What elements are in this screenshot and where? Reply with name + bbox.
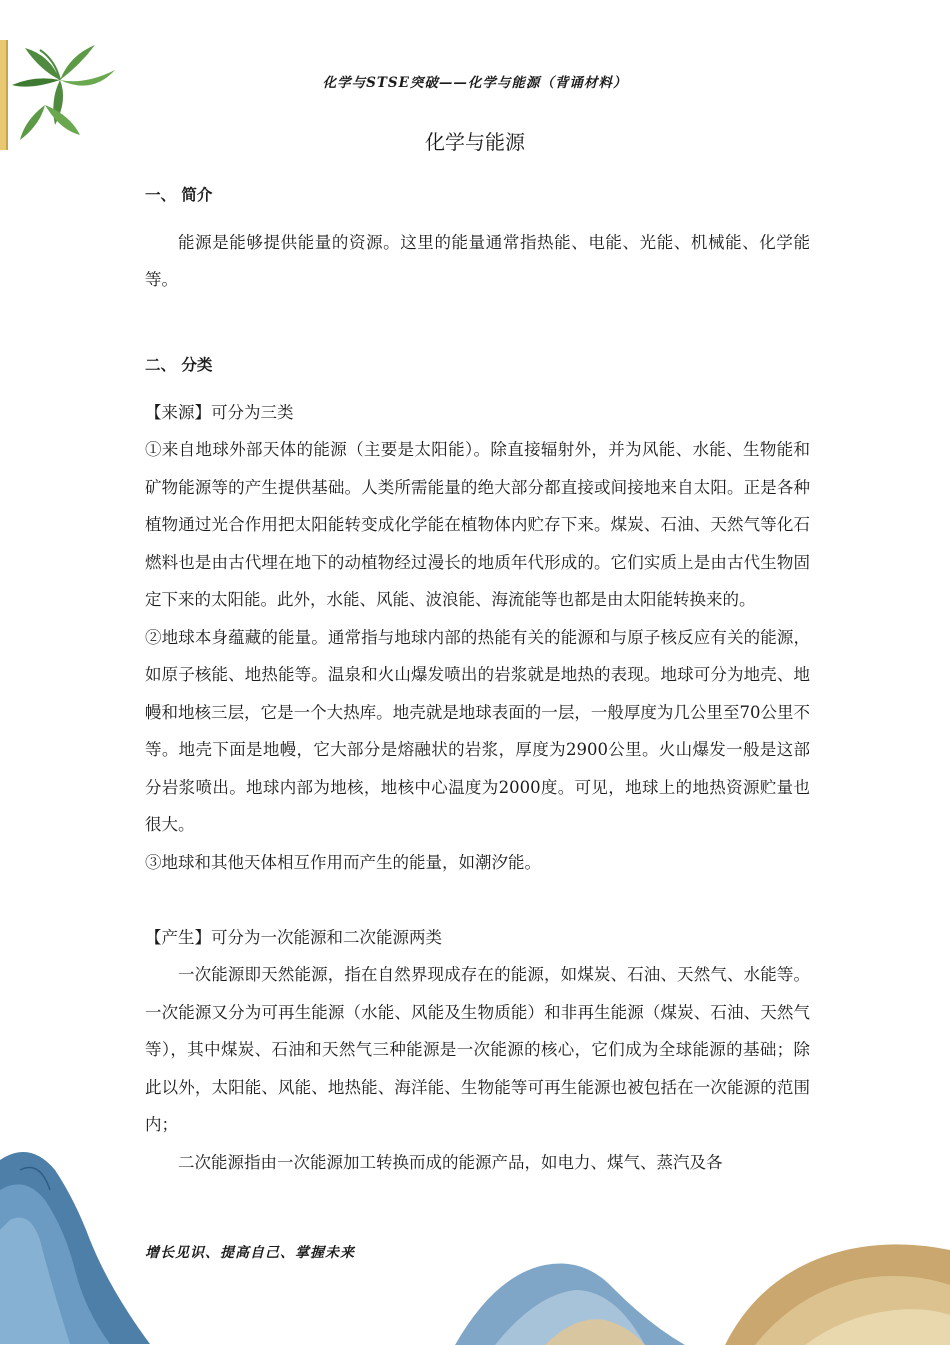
page-header: 化学与STSE突破——化学与能源（背诵材料） [322,75,628,91]
paragraph: 二次能源指由一次能源加工转换而成的能源产品，如电力、煤气、蒸汽及各 [178,1152,723,1172]
document-body [145,176,810,1181]
subheading-source: 【来源】可分为三类 [145,402,294,422]
paragraph: ②地球本身蕴藏的能量。通常指与地球内部的热能有关的能源和与原子核反应有关的能源，如原子核能、地热能等。温泉和火山爆发喷出的岩浆就是地热的表现。地球可分为地壳、地幔和地核三层，它是一个大热库。地壳就是地球表面的一层，一般厚度为几公里至70公里不等。地壳下面是地幔，它大部分是熔融状的岩浆，厚度为2900公里。火山爆发一般是这部分岩浆喷出。地球内部为地核，地核中心温度为2000度。可见，地球上的地热资源贮量也很大。 [145,627,810,834]
document-title: 化学与能源 [425,130,525,154]
hill-icon [455,1235,685,1345]
paragraph: 一次能源即天然能源，指在自然界现成存在的能源，如煤炭、石油、天然气、水能等。一次能源又分为可再生能源（水能、风能及生物质能）和非再生能源（煤炭、石油、天然气等），其中煤炭、石油和天然气三种能源是一次能源的核心，它们成为全球能源的基础；除此以外，太阳能、风能、地热能、海洋能、生物能等可再生能源也被包括在一次能源的范围内； [145,965,810,1134]
page-footer: 增长见识、提高自己、掌握未来 [145,1245,355,1261]
paragraph: ③地球和其他天体相互作用而产生的能量，如潮汐能。 [145,852,541,872]
section-heading-classify: 二、 分类 [145,355,213,374]
hill-icon [725,1225,950,1345]
subheading-produce: 【产生】可分为一次能源和二次能源两类 [145,927,442,947]
paragraph: 能源是能够提供能量的资源。这里的能量通常指热能、电能、光能、机械能、化学能等。 [145,232,810,289]
paragraph: ①来自地球外部天体的能源（主要是太阳能）。除直接辐射外，并为风能、水能、生物能和矿物能源等的产生提供基础。人类所需能量的绝大部分都直接或间接地来自太阳。正是各种植物通过光合作用把太阳能转变成化学能在植物体内贮存下来。煤炭、石油、天然气等化石燃料也是由古代埋在地下的动植物经过漫长的地质年代形成的。它们实质上是由古代生物固定下来的太阳能。此外，水能、风能、波浪能、海流能等也都是由太阳能转换来的。 [145,440,810,609]
section-heading-intro: 一、 简介 [145,185,213,204]
mountain-peak-icon [0,1130,150,1344]
